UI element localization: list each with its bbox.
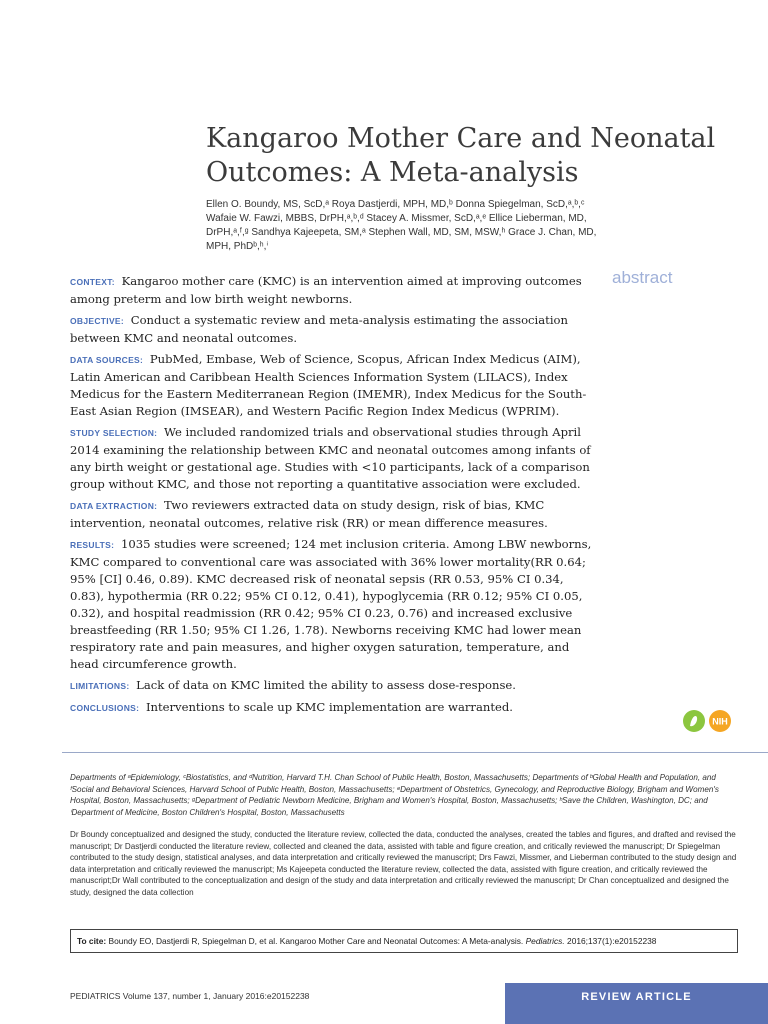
abstract-section [70, 312, 600, 347]
abstract-section [70, 699, 600, 717]
journal-footer: PEDIATRICS Volume 137, number 1, January 2016:e20152238 [70, 991, 310, 1001]
abstract-section-text: Kangaroo mother care (KMC) is an intervention aimed at improving outcomes among preterm and low birth weight newborns. [70, 274, 582, 306]
abstract-section-text: Lack of data on KMC limited the ability to assess dose-response. [136, 678, 516, 692]
section-divider [62, 752, 768, 753]
abstract-section-label: DATA EXTRACTION: [70, 501, 158, 511]
abstract-section-text: We included randomized trials and observational studies through April 2014 examining the relationship between KMC and neonatal outcomes among infants of any birth weight or gestational age. Studies with <10 participants, lack of a comparison group without KMC, and those not reporting a quantitative association were excluded. [70, 425, 591, 491]
logo-badges [682, 708, 734, 734]
abstract-section-text: 1035 studies were screened; 124 met inclusion criteria. Among LBW newborns, KMC compared to conventional care was associated with 36% lower mortality(RR 0.64; 95% [CI] 0.46, 0.89). KMC decreased risk of neonatal sepsis (RR 0.53, 95% CI 0.34, 0.83), hypothermia (RR 0.22; 95% CI 0.12, 0.41), hypoglycemia (RR 0.12; 95% CI 0.05, 0.32), and hospital readmission (RR 0.42; 95% CI 0.23, 0.76) and increased exclusive breastfeeding (RR 1.50; 95% CI 1.26, 1.78). Newborns receiving KMC had lower mean respiratory rate and pain measures, and higher oxygen saturation, temperature, and head circumference growth. [70, 537, 592, 671]
abstract-section-label: CONCLUSIONS: [70, 703, 140, 713]
abstract-section [70, 273, 600, 308]
abstract-section [70, 677, 600, 695]
abstract-section [70, 424, 600, 493]
abstract-section [70, 351, 600, 420]
abstract-body [70, 273, 600, 721]
article-title: Kangaroo Mother Care and Neonatal Outcomes: A Meta-analysis [206, 123, 716, 188]
abstract-section-text: Interventions to scale up KMC implementation are warranted. [145, 700, 513, 714]
abstract-section [70, 536, 600, 673]
abstract-section-label: RESULTS: [70, 540, 115, 550]
abstract-section-label: OBJECTIVE: [70, 316, 125, 326]
logo-icon [682, 708, 734, 734]
abstract-section-label: CONTEXT: [70, 277, 115, 287]
author-list: Ellen O. Boundy, MS, ScD,ᵃ Roya Dastjerdi, MPH, MD,ᵇ Donna Spiegelman, ScD,ᵃ,ᵇ,ᶜ Wafaie W. Fawzi, MBBS, DrPH,ᵃ,ᵇ,ᵈ Stacey A. Missmer, ScD,ᵃ,ᵉ Ellice Lieberman, MD, DrPH,ᵃ,ᶠ,ᵍ Sandhya Kajeepeta, SM,ᵃ Stephen Wall, MD, SM, MSW,ʰ Grace J. Chan, MD, MPH, PhDᵇ,ʰ,ⁱ [206, 199, 597, 252]
nih-logo-text: NIH [712, 716, 728, 727]
abstract-section-text: PubMed, Embase, Web of Science, Scopus, African Index Medicus (AIM), Latin American and Caribbean Health Sciences Information System (LILACS), Index Medicus for the Eastern Mediterranean Region (IMEMR), Index Medicus for the South-East Asian Region (IMSEAR), and Western Pacific Region Index Medicus (WPRIM). [70, 352, 587, 418]
abstract-section-label: DATA SOURCES: [70, 355, 144, 365]
cite-label: To cite: [77, 936, 107, 946]
cite-text: Boundy EO, Dastjerdi R, Spiegelman D, et al. Kangaroo Mother Care and Neonatal Outcomes: A Meta-analysis. [108, 936, 524, 946]
abstract-section-label: STUDY SELECTION: [70, 428, 158, 438]
abstract-tag: abstract [612, 268, 673, 287]
article-type-label: REVIEW ARTICLE [581, 991, 692, 1003]
affiliations: Departments of ᵃEpidemiology, ᶜBiostatistics, and ᵈNutrition, Harvard T.H. Chan School of Public Health, Boston, Massachusetts; Departments of ᵇGlobal Health and Population, and ᶠSocial and Behavioral Sciences, Harvard School of Public Health, Boston, Massachusetts; ᵉDepartment of Obstetrics, Gynecology, and Reproductive Biology, Brigham and Women's Hospital, Boston, Massachusetts; ᵍDepartment of Pediatric Newborn Medicine, Brigham and Women's Hospital, Boston, Massachusetts; ʰSave the Children, Washington, DC; and ⁱDepartment of Medicine, Boston Children's Hospital, Boston, Massachusetts [70, 773, 719, 817]
abstract-section-label: LIMITATIONS: [70, 681, 130, 691]
abstract-section-text: Conduct a systematic review and meta-analysis estimating the association between KMC and neonatal outcomes. [70, 313, 568, 345]
citation-box [70, 929, 738, 953]
cite-ref: 2016;137(1):e20152238 [567, 936, 657, 946]
abstract-section-text: Two reviewers extracted data on study design, risk of bias, KMC intervention, neonatal outcomes, relative risk (RR) or mean difference measures. [70, 498, 548, 530]
author-contributions: Dr Boundy conceptualized and designed the study, conducted the literature review, collected the data, conducted the analyses, created the tables and figures, and drafted and revised the manuscript; Dr Dastjerdi conducted the literature review, collected and cleaned the data, assisted with table and figure creation, and critically reviewed the manuscript; Dr Spiegelman contributed to the study design, statistical analyses, and data interpretation and critically reviewed the manuscript; Drs Fawzi, Missmer, and Lieberman contributed to the study design and data interpretation and critically reviewed the manuscript; Ms Kajeepeta conducted the literature review, collected the data, assisted with figure creation, and critically reviewed the manuscript;Dr Wall contributed to the conceptualization and design of the study and data interpretation and critically reviewed the manuscript; Dr Chan conceptualized and designed the study, designed the data collection [70, 830, 737, 897]
abstract-section [70, 497, 600, 532]
cite-journal: Pediatrics. [525, 936, 565, 946]
